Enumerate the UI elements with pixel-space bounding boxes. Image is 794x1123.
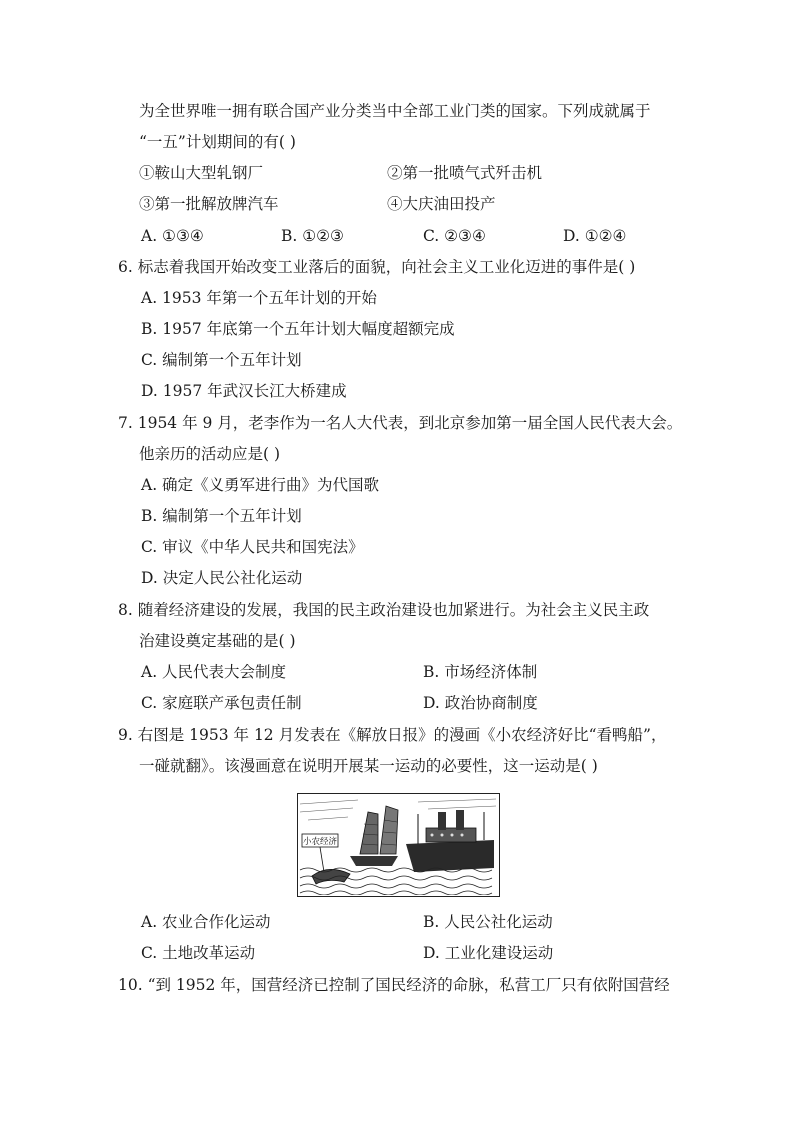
q5-item-2: ②第一批喷气式歼击机 <box>387 164 543 182</box>
q7-stem-line-2: 他亲历的活动应是( ) <box>139 445 281 463</box>
q8-stem-line-1: 8. 随着经济建设的发展，我国的民主政治建设也加紧进行。为社会主义民主政 <box>118 601 650 619</box>
q5-option-a[interactable]: A. ①③④ <box>141 227 204 245</box>
q9-option-a[interactable]: A. 农业合作化运动 <box>141 913 271 931</box>
q7-stem-line-1: 7. 1954 年 9 月，老李作为一名人大代表，到北京参加第一届全国人民代表大会。 <box>118 414 683 432</box>
q5-item-3: ③第一批解放牌汽车 <box>139 195 279 213</box>
q7-option-a[interactable]: A. 确定《义勇军进行曲》为代国歌 <box>141 476 380 494</box>
q6-option-b[interactable]: B. 1957 年底第一个五年计划大幅度超额完成 <box>141 320 455 338</box>
q5-stem-line-2: “一五”计划期间的有( ) <box>139 133 296 151</box>
junk-boat <box>350 806 398 866</box>
q6-option-d[interactable]: D. 1957 年武汉长江大桥建成 <box>141 382 347 400</box>
steamship <box>406 810 494 872</box>
q8-option-a[interactable]: A. 人民代表大会制度 <box>141 663 287 681</box>
q9-option-d[interactable]: D. 工业化建设运动 <box>423 944 554 962</box>
q8-stem-line-2: 治建设奠定基础的是( ) <box>139 632 296 650</box>
q5-option-d[interactable]: D. ①②④ <box>563 227 627 245</box>
q5-option-b[interactable]: B. ①②③ <box>281 227 344 245</box>
q7-option-b[interactable]: B. 编制第一个五年计划 <box>141 507 302 525</box>
q8-option-d[interactable]: D. 政治协商制度 <box>423 694 538 712</box>
cartoon-image <box>297 793 500 897</box>
q5-item-1: ①鞍山大型轧钢厂 <box>139 164 264 182</box>
q9-option-b[interactable]: B. 人民公社化运动 <box>423 913 553 931</box>
q5-item-4: ④大庆油田投产 <box>387 195 496 213</box>
q9-stem-line-2: 一碰就翻》。该漫画意在说明开展某一运动的必要性，这一运动是( ) <box>139 757 598 775</box>
q9-stem-line-1: 9. 右图是 1953 年 12 月发表在《解放日报》的漫画《小农经济好比“看鸭船”， <box>118 726 667 744</box>
q10-stem-line-1: 10. “到 1952 年，国营经济已控制了国民经济的命脉，私营工厂只有依附国营经 <box>118 976 670 994</box>
cartoon-label: 小农经济 <box>302 836 338 846</box>
q5-option-c[interactable]: C. ②③④ <box>423 227 486 245</box>
q6-option-a[interactable]: A. 1953 年第一个五年计划的开始 <box>141 289 377 307</box>
q6-option-c[interactable]: C. 编制第一个五年计划 <box>141 351 302 369</box>
q8-option-b[interactable]: B. 市场经济体制 <box>423 663 538 681</box>
q6-stem: 6. 标志着我国开始改变工业落后的面貌，向社会主义工业化迈进的事件是( ) <box>118 258 636 276</box>
q8-option-c[interactable]: C. 家庭联产承包责任制 <box>141 694 302 712</box>
q9-option-c[interactable]: C. 土地改革运动 <box>141 944 256 962</box>
q5-stem-line-1: 为全世界唯一拥有联合国产业分类当中全部工业门类的国家。下列成就属于 <box>139 102 651 120</box>
q7-option-c[interactable]: C. 审议《中华人民共和国宪法》 <box>141 538 364 556</box>
q7-option-d[interactable]: D. 决定人民公社化运动 <box>141 569 303 587</box>
